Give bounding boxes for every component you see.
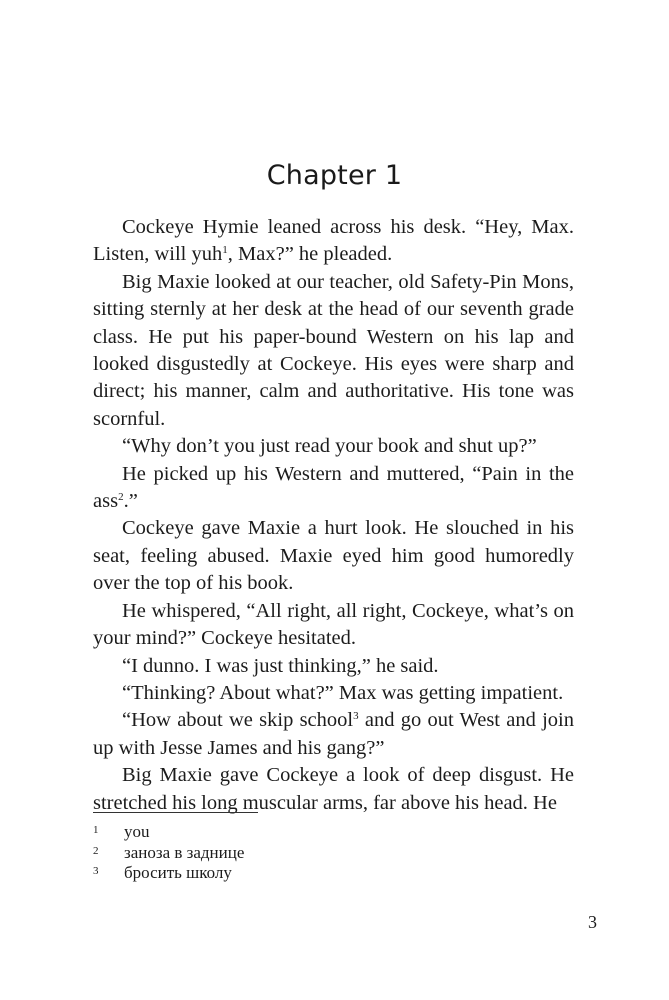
paragraph: He picked up his Western and muttered, “Pain in the ass$^2$.” [93,462,574,513]
footnote-marker[interactable]: 1 [222,244,228,257]
paragraph: “Thinking? About what?” Max was getting impatient. [122,681,564,704]
paragraph: Big Maxie gave Cockeye a look of deep disgust. He stretched his long muscular arms, far above his head. He [93,764,574,814]
footnote-text: бросить школу [124,863,232,882]
paragraph: “Why don’t you just read your book and shut up?” [122,435,537,458]
footnote-marker[interactable]: 3 [353,710,359,723]
paragraph: Big Maxie looked at our teacher, old Safety-Pin Mons, sitting sternly at her desk at the head of our seventh grade class. He put his paper-bound Western on his lap and looked disgustedly at Cockeye. His eyes were sharp and direct; his manner, calm and authoritative. His tone was scornful. [93,270,574,430]
paragraph: Cockeye Hymie leaned across his desk. “Hey, Max. Listen, will yuh$^1$, Max?” he pleaded. [93,216,574,266]
footnote-number: 1 [93,824,99,836]
footnote [93,863,244,884]
footnote-number: 2 [93,844,99,857]
footnote [93,843,244,864]
footnote-text: заноза в заднице [124,842,245,862]
paragraph: “How about we skip school$^3$ and go out West and join up with Jesse James and his gang?” [93,709,574,759]
chapter-title: Chapter 1 [266,160,403,191]
footnote-number: 3 [93,865,99,877]
footnote-divider [93,812,258,813]
footnote [93,822,244,843]
footnote-marker[interactable]: 2 [118,491,124,504]
paragraph: Cockeye gave Maxie a hurt look. He slouched in his seat, feeling abused. Maxie eyed him good humoredly over the top of his book. [93,517,574,595]
page-number: 3 [588,912,597,932]
footnote-text: you [124,822,150,841]
paragraph: “I dunno. I was just thinking,” he said. [122,654,439,677]
body-text [93,214,574,817]
paragraph: He whispered, “All right, all right, Cockeye, what’s on your mind?” Cockeye hesitated. [93,599,574,650]
footnotes [93,822,244,884]
